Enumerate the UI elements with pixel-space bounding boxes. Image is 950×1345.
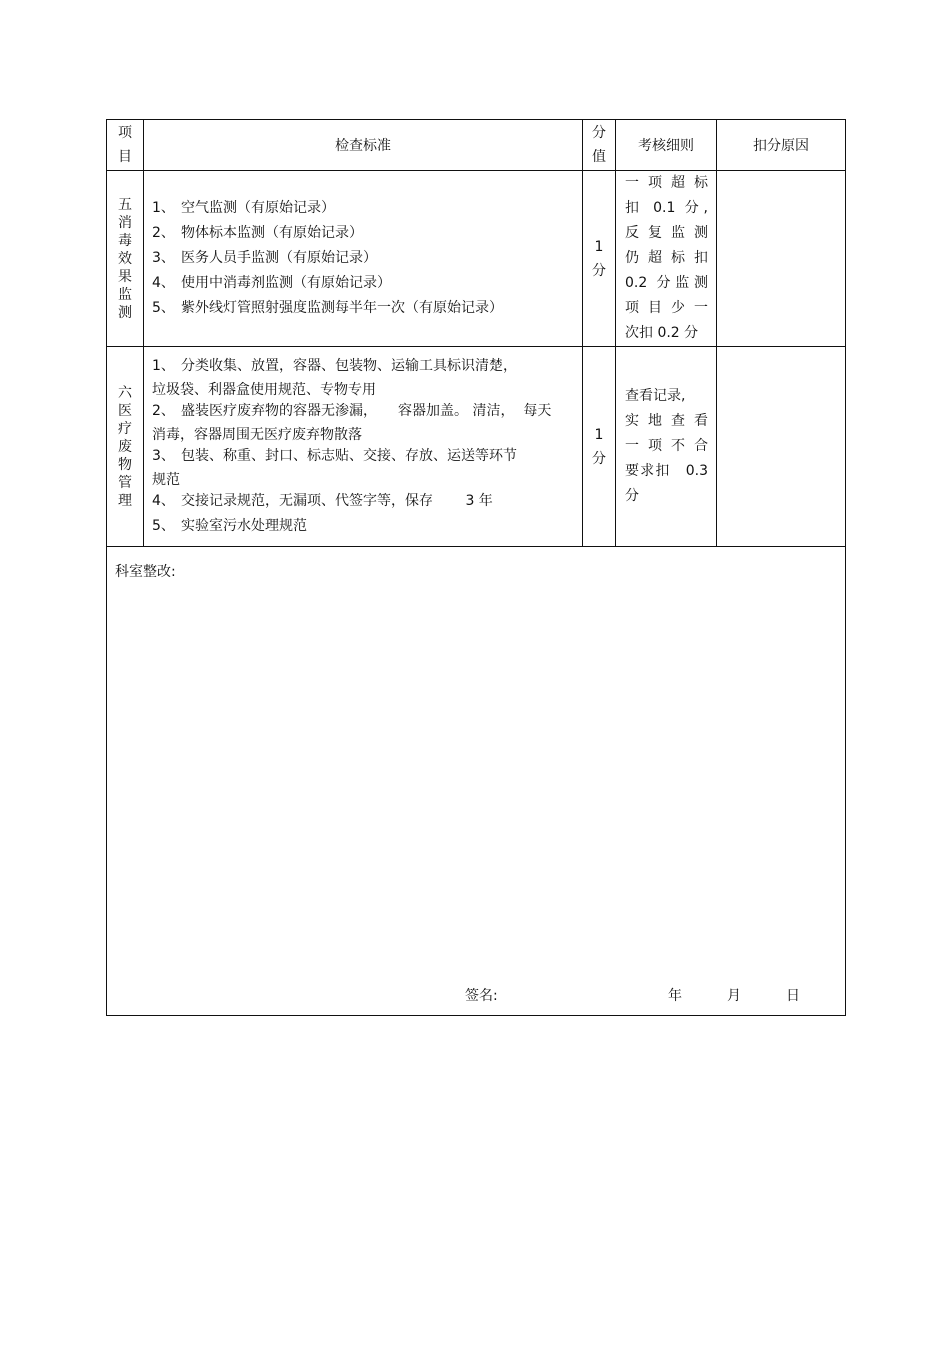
item-char: 毒 — [118, 232, 132, 249]
score-cell — [583, 347, 616, 547]
criteria-num: 5、 — [152, 518, 175, 534]
criteria-text-cont: 规范 — [152, 472, 180, 488]
header-score-char: 分 — [592, 125, 606, 141]
day-label: 日 — [786, 988, 800, 1004]
criteria-item — [152, 246, 572, 271]
criteria-text-cont: 消毒，容器周围无医疗废弃物散落 — [152, 427, 362, 443]
item-char: 管 — [118, 474, 132, 491]
criteria-text-cont: 垃圾袋、利器盒使用规范、专物专用 — [152, 382, 376, 398]
criteria-item — [152, 296, 572, 321]
criteria-item — [152, 354, 572, 399]
item-char: 测 — [118, 304, 132, 321]
criteria-text: 交接记录规范，无漏项、代签字等，保存 3 年 — [181, 493, 493, 509]
header-item — [107, 120, 144, 171]
detail-line: 项 目 少 一 — [625, 300, 708, 316]
item-char: 果 — [118, 268, 132, 285]
criteria-item — [152, 444, 572, 489]
criteria-num: 3、 — [152, 448, 175, 464]
header-score — [583, 120, 616, 171]
year-label: 年 — [668, 988, 682, 1004]
criteria-text: 盛装医疗废弃物的容器无渗漏， 容器加盖。 清洁， 每天 — [181, 403, 552, 419]
detail-line: 反 复 监 测 — [625, 225, 708, 241]
criteria-text: 物体标本监测（有原始记录） — [181, 225, 363, 241]
header-detail: 考核细则 — [616, 120, 717, 171]
criteria-item — [152, 514, 572, 539]
item-char: 废 — [118, 438, 132, 455]
criteria-text: 医务人员手监测（有原始记录） — [181, 250, 377, 266]
item-char: 理 — [118, 492, 132, 509]
item-cell — [107, 171, 144, 347]
criteria-cell — [144, 347, 583, 547]
score-value: 1 — [594, 426, 604, 443]
item-char: 监 — [118, 286, 132, 303]
detail-line: 分 — [625, 488, 639, 504]
header-score-char: 值 — [592, 149, 606, 165]
detail-line: 仍 超 标 扣 — [625, 250, 708, 266]
criteria-num: 4、 — [152, 493, 175, 509]
score-value: 1 — [594, 238, 604, 255]
item-char: 疗 — [118, 420, 132, 437]
criteria-text: 空气监测（有原始记录） — [181, 200, 335, 216]
criteria-text: 分类收集、放置，容器、包装物、运输工具标识清楚， — [181, 358, 517, 374]
criteria-item — [152, 271, 572, 296]
detail-line: 查看记录, — [625, 388, 686, 404]
criteria-text: 使用中消毒剂监测（有原始记录） — [181, 275, 391, 291]
criteria-num: 3、 — [152, 250, 175, 266]
reform-row — [107, 547, 846, 1016]
criteria-num: 1、 — [152, 358, 175, 374]
item-char: 五 — [118, 196, 132, 213]
item-char: 物 — [118, 456, 132, 473]
detail-line: 扣 0.1 分, — [625, 200, 708, 216]
detail-cell — [616, 171, 717, 347]
criteria-num: 5、 — [152, 300, 175, 316]
item-char: 六 — [118, 384, 132, 401]
deduct-cell[interactable] — [717, 347, 846, 547]
reform-cell[interactable] — [107, 547, 846, 1016]
criteria-text: 紫外线灯管照射强度监测每半年一次（有原始记录） — [181, 300, 503, 316]
detail-line: 要求扣 0.3 — [625, 463, 708, 479]
detail-line: 次扣 0.2 分 — [625, 325, 699, 341]
criteria-num: 4、 — [152, 275, 175, 291]
header-item-char: 目 — [118, 149, 132, 165]
score-cell — [583, 171, 616, 347]
score-unit: 分 — [592, 262, 606, 279]
criteria-num: 2、 — [152, 403, 175, 419]
criteria-item — [152, 489, 572, 514]
deduct-cell[interactable] — [717, 171, 846, 347]
header-deduct: 扣分原因 — [717, 120, 846, 171]
detail-line: 0.2 分监测 — [625, 275, 708, 291]
criteria-text: 实验室污水处理规范 — [181, 518, 307, 534]
criteria-item — [152, 399, 572, 444]
inspection-table — [106, 119, 846, 1016]
table-row — [107, 347, 846, 547]
item-char: 效 — [118, 250, 132, 267]
signature-row — [107, 985, 845, 1005]
criteria-cell — [144, 171, 583, 347]
criteria-num: 1、 — [152, 200, 175, 216]
criteria-num: 2、 — [152, 225, 175, 241]
detail-line: 实 地 查 看 — [625, 413, 708, 429]
score-unit: 分 — [592, 450, 606, 467]
month-label: 月 — [727, 988, 741, 1004]
header-criteria: 检查标准 — [144, 120, 583, 171]
criteria-text: 包装、称重、封口、标志贴、交接、存放、运送等环节 — [181, 448, 517, 464]
item-char: 消 — [118, 214, 132, 231]
detail-line: 一 项 超 标 — [625, 175, 708, 191]
sign-label: 签名: — [465, 988, 498, 1004]
criteria-item — [152, 221, 572, 246]
header-item-char: 项 — [118, 125, 132, 141]
header-row — [107, 120, 846, 171]
item-cell — [107, 347, 144, 547]
detail-cell — [616, 347, 717, 547]
criteria-item — [152, 196, 572, 221]
table-row — [107, 171, 846, 347]
item-char: 医 — [118, 402, 132, 419]
reform-label: 科室整改: — [115, 564, 176, 580]
detail-line: 一 项 不 合 — [625, 438, 708, 454]
